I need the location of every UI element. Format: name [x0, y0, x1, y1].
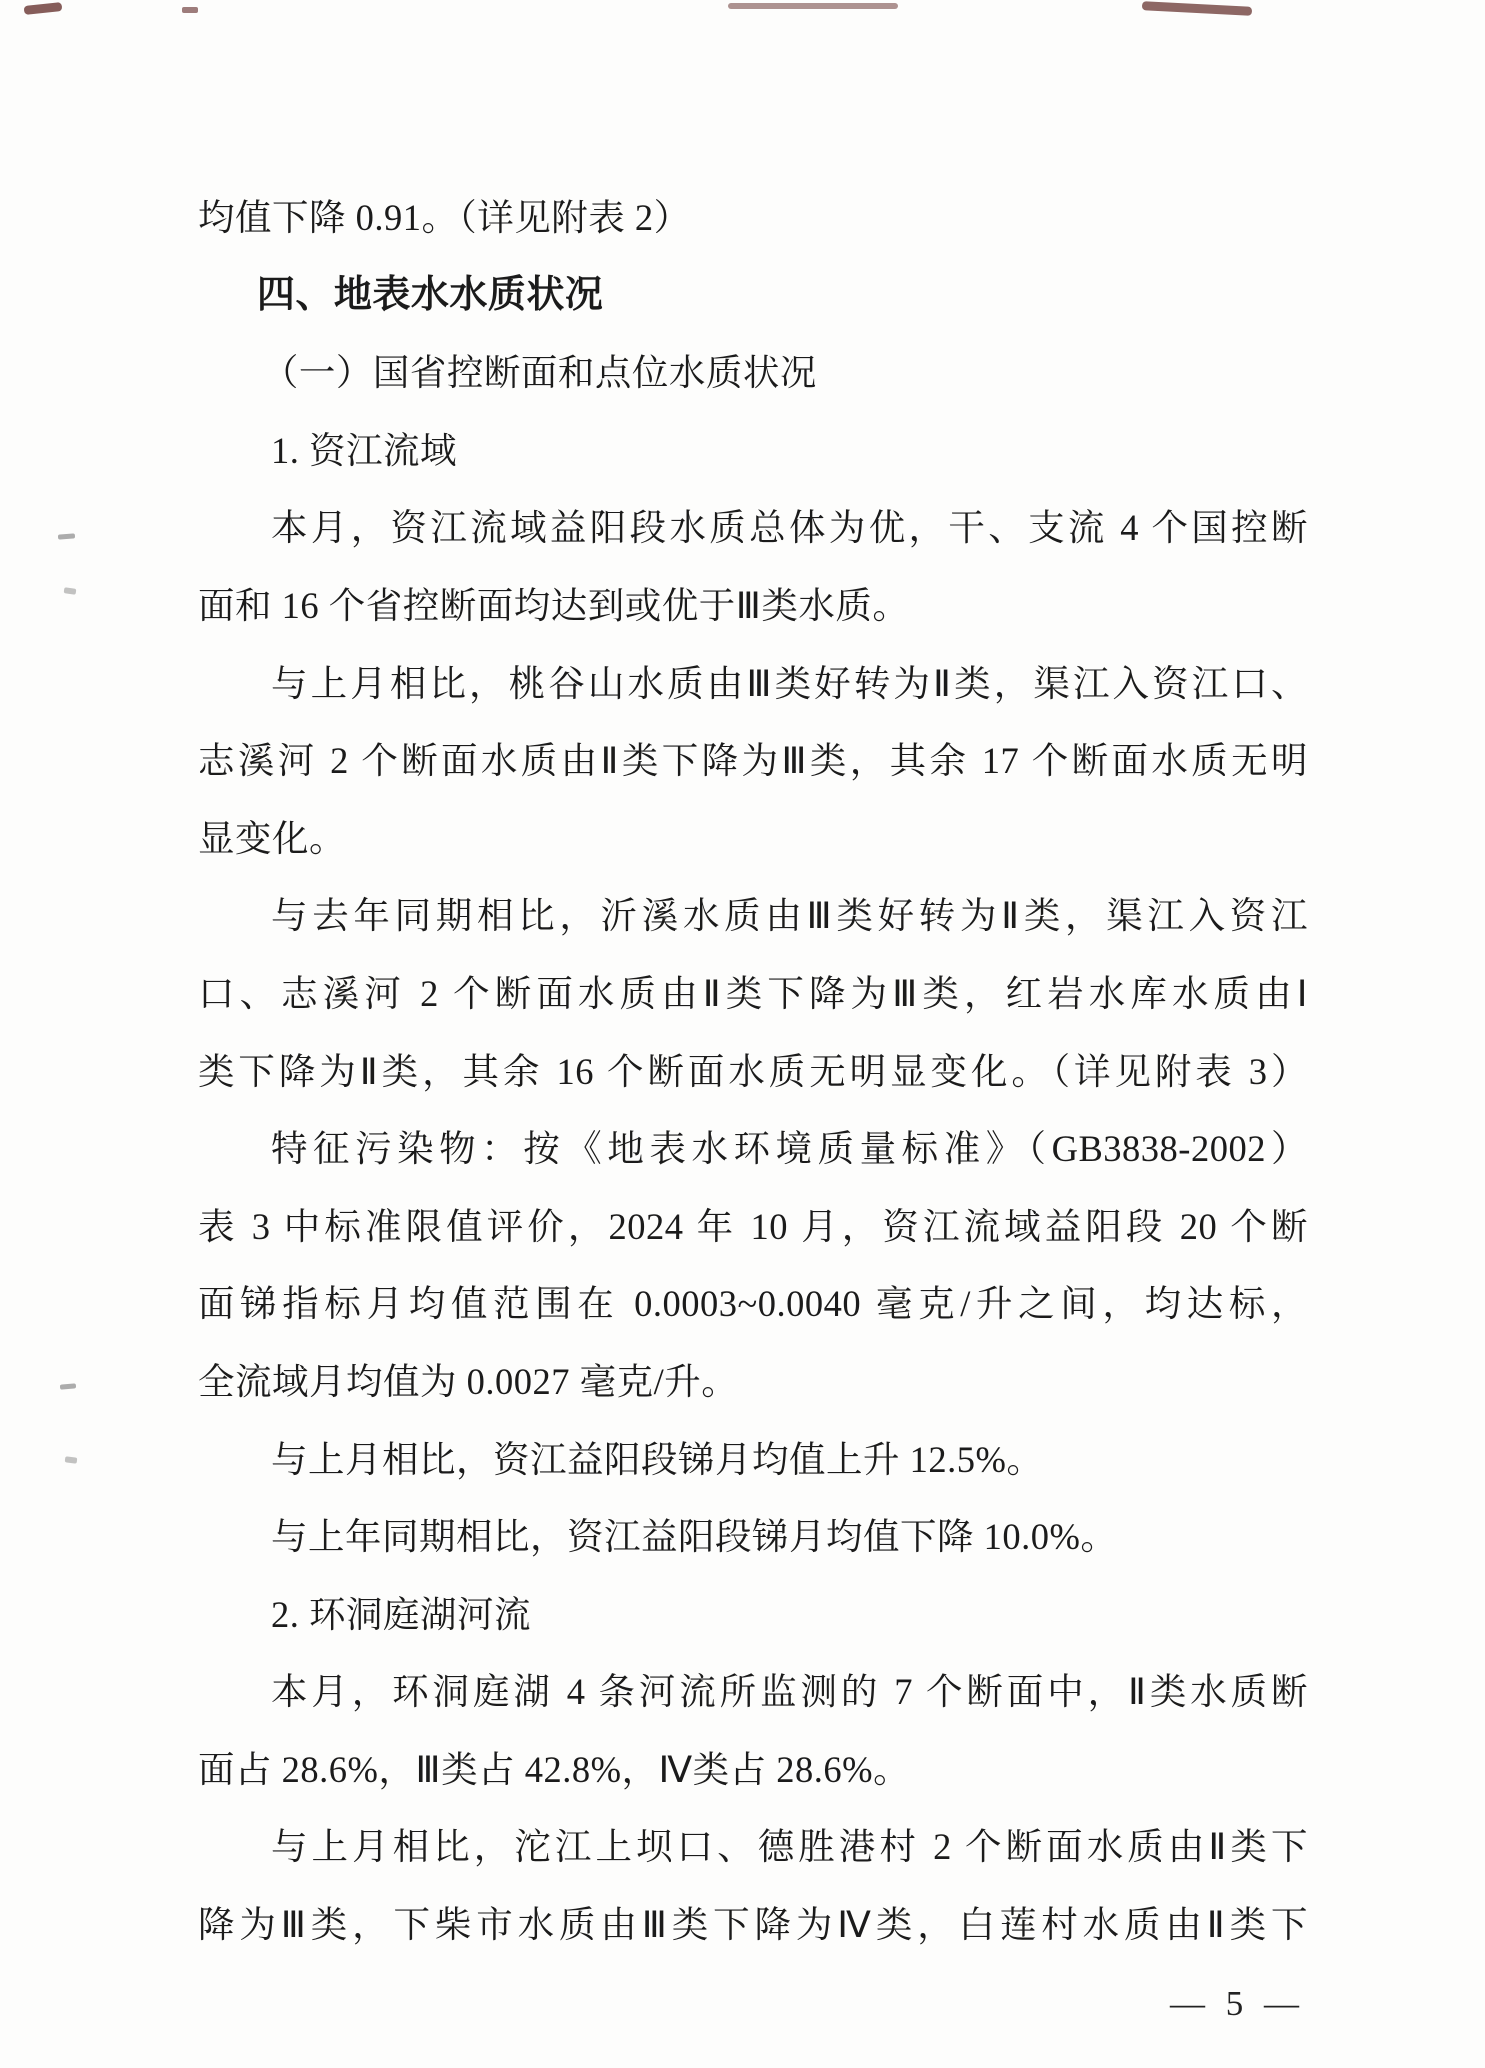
scan-artifact — [58, 533, 75, 539]
list-item-heading: 2. 环洞庭湖河流 — [271, 1593, 531, 1635]
scan-artifact — [1142, 1, 1252, 16]
text-line: 显变化。 — [198, 817, 346, 859]
text-line: 口、志溪河 2 个断面水质由Ⅱ类下降为Ⅲ类，红岩水库水质由Ⅰ — [198, 972, 1308, 1014]
text-line: 本月，环洞庭湖 4 条河流所监测的 7 个断面中，Ⅱ类水质断 — [271, 1671, 1308, 1713]
section-heading: 四、地表水水质状况 — [256, 273, 604, 316]
text-line: 与上年同期相比，资江益阳段锑月均值下降 10.0%。 — [271, 1516, 1118, 1558]
scan-artifact — [24, 2, 63, 15]
text-line: 与上月相比，资江益阳段锑月均值上升 12.5%。 — [271, 1438, 1044, 1480]
text-line: 与去年同期相比，沂溪水质由Ⅲ类好转为Ⅱ类，渠江入资江 — [271, 895, 1308, 937]
text-line: 降为Ⅲ类，下柴市水质由Ⅲ类下降为Ⅳ类，白莲村水质由Ⅱ类下 — [198, 1904, 1308, 1946]
page-number: — 5 — — [1170, 1984, 1305, 2023]
subsection-heading: （一）国省控断面和点位水质状况 — [261, 352, 817, 394]
scan-artifact — [182, 7, 198, 13]
text-line: 表 3 中标准限值评价，2024 年 10 月，资江流域益阳段 20 个断 — [198, 1205, 1308, 1247]
document-body — [198, 179, 1308, 1964]
scan-artifact — [65, 1456, 78, 1463]
text-line: 面占 28.6%，Ⅲ类占 42.8%，Ⅳ类占 28.6%。 — [198, 1748, 911, 1790]
text-line: 全流域月均值为 0.0027 毫克/升。 — [198, 1360, 739, 1402]
scan-artifact — [60, 1383, 76, 1389]
text-line: 均值下降 0.91。（详见附表 2） — [198, 197, 691, 238]
text-line: 本月，资江流域益阳段水质总体为优，干、支流 4 个国控断 — [271, 507, 1308, 549]
text-line: 面和 16 个省控断面均达到或优于Ⅲ类水质。 — [198, 584, 910, 626]
scan-artifact — [64, 587, 77, 595]
scan-artifact — [728, 3, 898, 9]
text-line: 与上月相比，桃谷山水质由Ⅲ类好转为Ⅱ类，渠江入资江口、 — [271, 662, 1308, 704]
text-line: 特征污染物：按《地表水环境质量标准》（GB3838-2002） — [271, 1128, 1308, 1170]
text-line: 面锑指标月均值范围在 0.0003~0.0040 毫克/升之间，均达标， — [198, 1283, 1308, 1325]
text-line: 与上月相比，沱江上坝口、德胜港村 2 个断面水质由Ⅱ类下 — [271, 1826, 1308, 1868]
text-line: 志溪河 2 个断面水质由Ⅱ类下降为Ⅲ类，其余 17 个断面水质无明 — [198, 740, 1308, 782]
text-line: 类下降为Ⅱ类，其余 16 个断面水质无明显变化。（详见附表 3） — [198, 1050, 1308, 1092]
list-item-heading: 1. 资江流域 — [271, 429, 457, 471]
